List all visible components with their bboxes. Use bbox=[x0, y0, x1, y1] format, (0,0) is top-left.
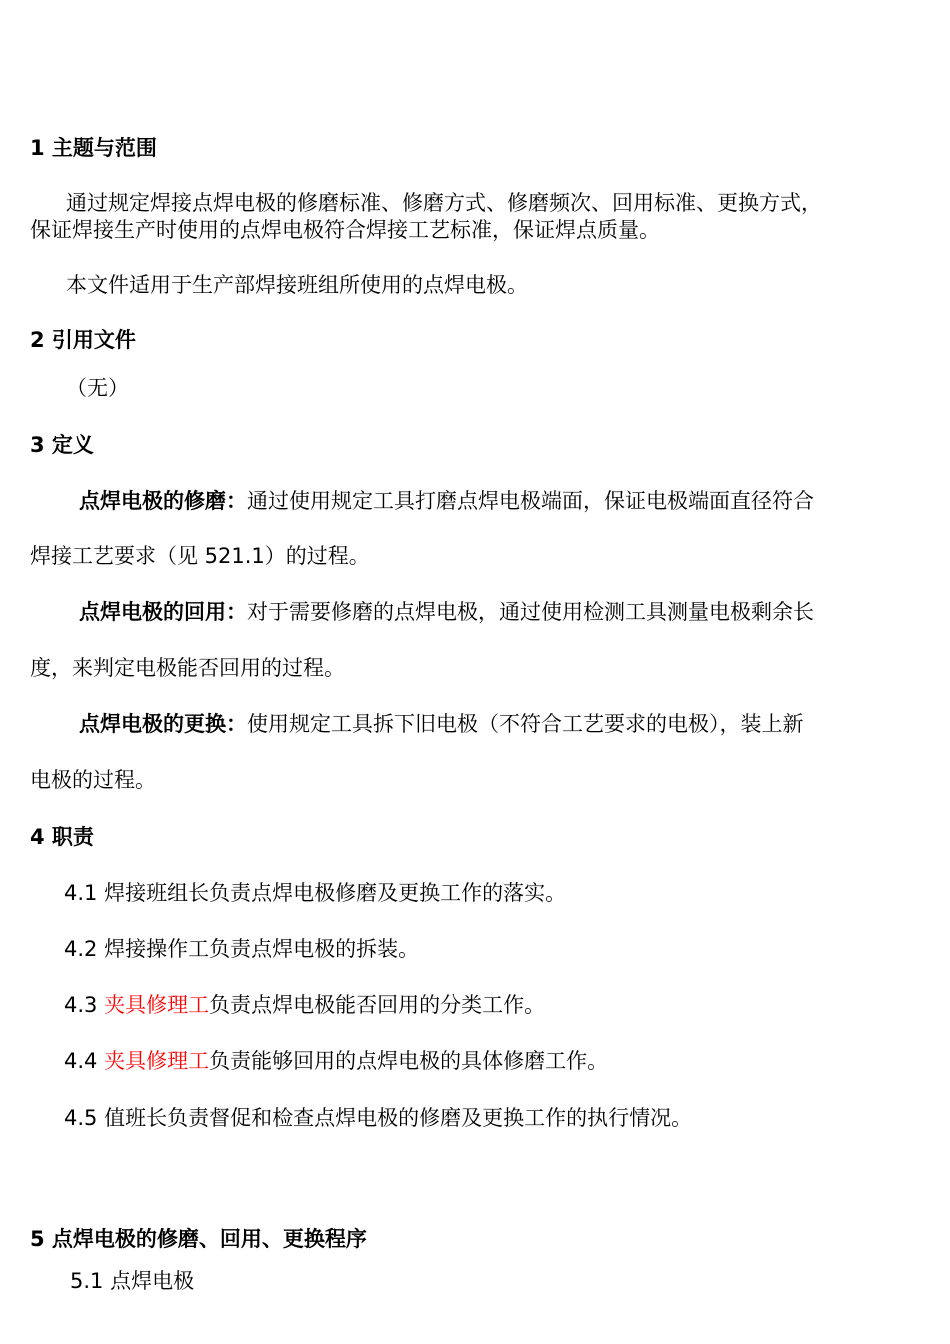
definition-reuse-text: 对于需要修磨的点焊电极，通过使用检测工具测量电极剩余长 bbox=[247, 600, 814, 624]
definition-reuse-line-1 bbox=[79, 597, 814, 627]
section-1-paragraph-1-line-1: 通过规定焊接点焊电极的修磨标准、修磨方式、修磨频次、回用标准、更换方式， bbox=[66, 191, 822, 215]
responsibility-item-4-2: 4.2 焊接操作工负责点焊电极的拆装。 bbox=[64, 937, 420, 961]
definition-replace-line-2: 电极的过程。 bbox=[30, 768, 156, 792]
definition-grinding-text: 通过使用规定工具打磨点焊电极端面，保证电极端面直径符合 bbox=[247, 489, 814, 513]
definition-grinding-term: 点焊电极的修磨： bbox=[79, 489, 247, 513]
item-4-4-role: 夹具修理工 bbox=[104, 1049, 210, 1073]
section-4-heading: 4 职责 bbox=[30, 825, 94, 849]
section-2-heading: 2 引用文件 bbox=[30, 328, 136, 352]
responsibility-item-4-5: 4.5 值班长负责督促和检查点焊电极的修磨及更换工作的执行情况。 bbox=[64, 1106, 693, 1130]
item-4-4-text: 负责能够回用的点焊电极的具体修磨工作。 bbox=[209, 1049, 609, 1073]
section-1-paragraph-1-line-2: 保证焊接生产时使用的点焊电极符合焊接工艺标准，保证焊点质量。 bbox=[30, 218, 660, 242]
section-1-paragraph-2: 本文件适用于生产部焊接班组所使用的点焊电极。 bbox=[66, 273, 528, 297]
section-5-1-subheading: 5.1 点焊电极 bbox=[70, 1269, 195, 1293]
responsibility-item-4-4 bbox=[64, 1046, 608, 1076]
definition-grinding-line-1 bbox=[79, 486, 814, 516]
definition-reuse-line-2: 度，来判定电极能否回用的过程。 bbox=[30, 656, 345, 680]
definition-replace-text: 使用规定工具拆下旧电极（不符合工艺要求的电极），装上新 bbox=[247, 712, 804, 736]
responsibility-item-4-3 bbox=[64, 990, 545, 1020]
responsibility-item-4-1: 4.1 焊接班组长负责点焊电极修磨及更换工作的落实。 bbox=[64, 881, 567, 905]
item-4-3-text: 负责点焊电极能否回用的分类工作。 bbox=[209, 993, 546, 1017]
definition-replace-line-1 bbox=[79, 709, 804, 739]
item-4-3-role: 夹具修理工 bbox=[104, 993, 210, 1017]
section-5-heading: 5 点焊电极的修磨、回用、更换程序 bbox=[30, 1227, 367, 1251]
definition-grinding-line-2: 焊接工艺要求（见 521.1）的过程。 bbox=[30, 544, 370, 568]
section-1-heading: 1 主题与范围 bbox=[30, 136, 157, 160]
section-3-heading: 3 定义 bbox=[30, 433, 94, 457]
section-2-body: （无） bbox=[66, 376, 129, 400]
item-4-3-number: 4.3 bbox=[64, 993, 105, 1017]
item-4-4-number: 4.4 bbox=[64, 1049, 105, 1073]
definition-reuse-term: 点焊电极的回用： bbox=[79, 600, 247, 624]
definition-replace-term: 点焊电极的更换： bbox=[79, 712, 247, 736]
